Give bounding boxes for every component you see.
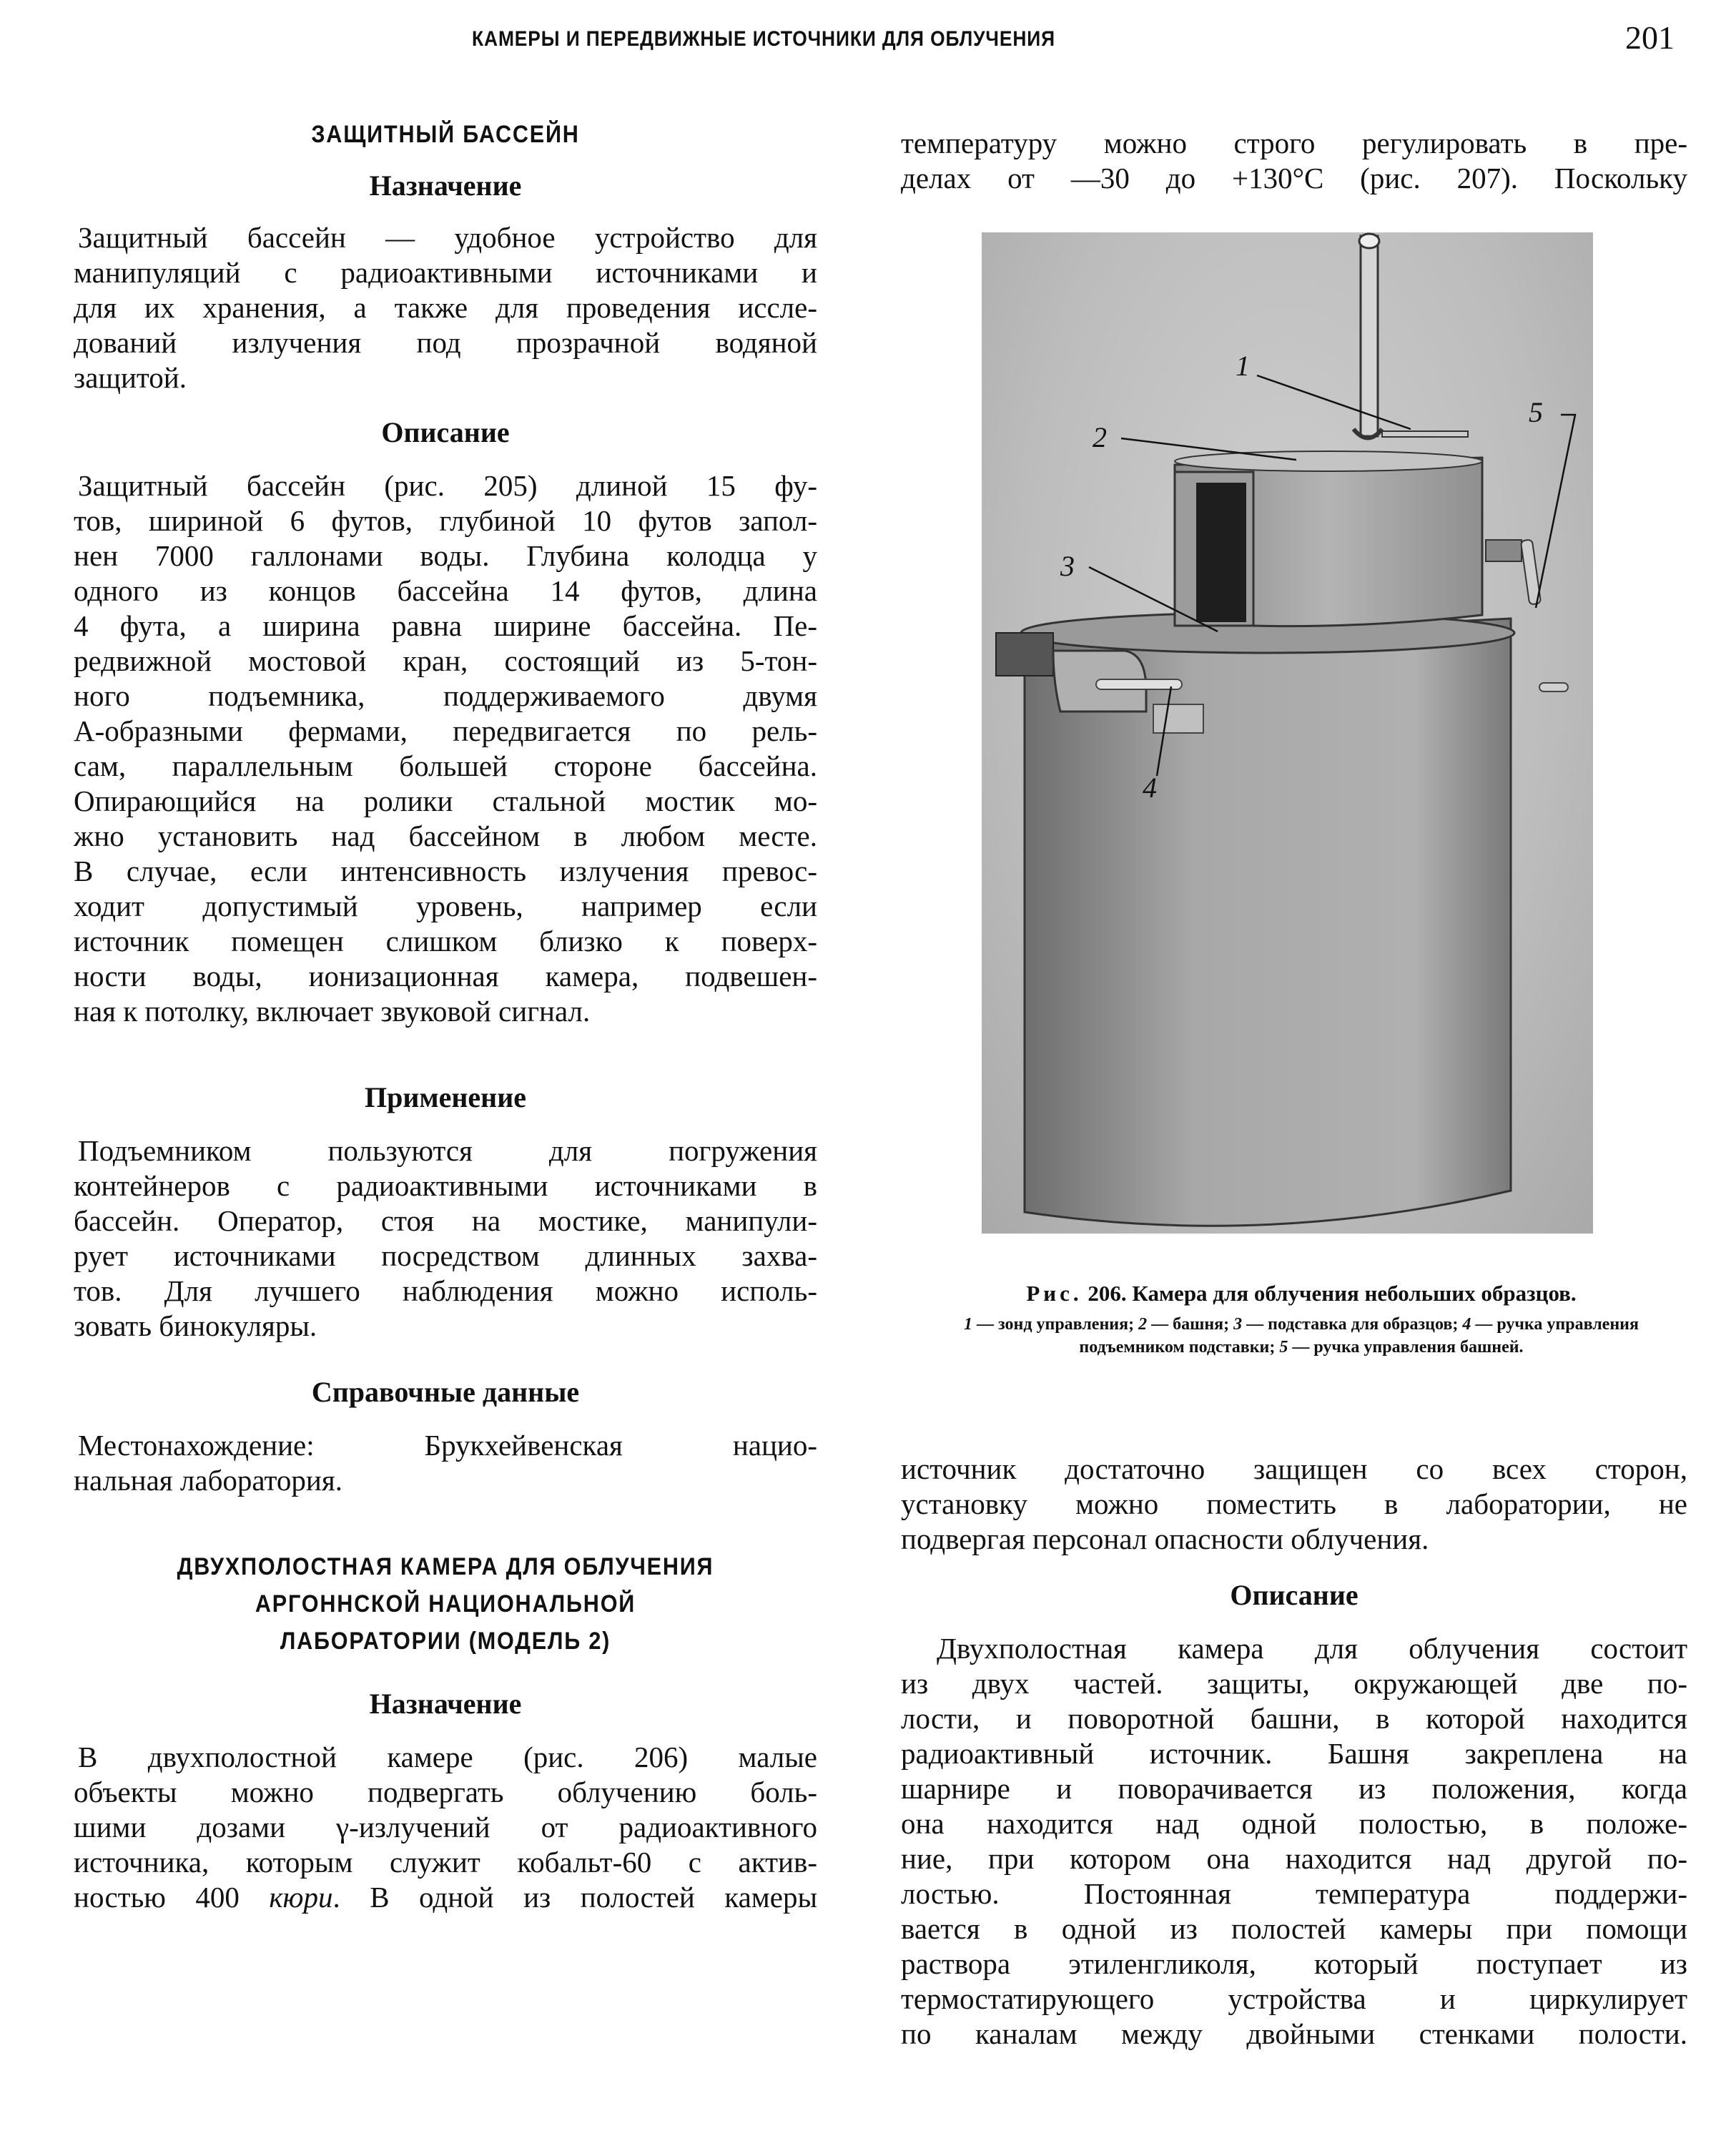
- text-line: Двухполостная камера для облучения состоит: [937, 1632, 1687, 1665]
- callout-2: 2: [1093, 421, 1107, 453]
- text-line: источника, которым служит кобальт-60 с актив-: [74, 1846, 817, 1879]
- text-line: вается в одной из полостей камеры при помощи: [901, 1912, 1687, 1945]
- legend-item: 4 — ручка управления подъемником подставки;: [1079, 1315, 1639, 1357]
- callout-5: 5: [1529, 396, 1543, 428]
- text-line: по каналам между двойными стенками полости.: [901, 2017, 1687, 2050]
- legend-item: 2 — башня;: [1138, 1315, 1230, 1334]
- text-line: нальная лаборатория.: [74, 1464, 342, 1497]
- text-line: подвергая персонал опасности облучения.: [901, 1522, 1429, 1555]
- caption-legend: [930, 1313, 1673, 1359]
- text-line: ная к потолку, включает звуковой сигнал.: [74, 995, 591, 1028]
- text-line: делах от —30 до +130°С (рис. 207). Поскольку: [901, 162, 1687, 195]
- text-line: шими дозами γ-излучений от радиоактивного: [74, 1811, 817, 1844]
- text-line: ходит допустимый уровень, например если: [74, 890, 817, 922]
- text-line: В двухполостной камере (рис. 206) малые: [78, 1741, 817, 1773]
- text-line: Защитный бассейн (рис. 205) длиной 15 фу-: [78, 469, 817, 502]
- text-line: ности воды, ионизационная камера, подвешен-: [74, 960, 817, 993]
- figure-caption: [930, 1280, 1673, 1359]
- callout-4: 4: [1143, 772, 1157, 804]
- text-line: Опирающийся на ролики стальной мостик мо-: [74, 784, 817, 817]
- paragraph-description: [74, 468, 817, 1029]
- text-line: тов, шириной 6 футов, глубиной 10 футов запол-: [74, 504, 817, 537]
- title-line: ЛАБОРАТОРИИ (МОДЕЛЬ 2): [280, 1628, 611, 1655]
- text-line: источник помещен слишком близко к поверх-: [74, 925, 817, 958]
- paragraph-after-figure: [901, 1452, 1687, 1557]
- text-line: установку можно поместить в лаборатории, не: [901, 1487, 1687, 1520]
- caption-text: 206. Камера для облучения небольших образцов.: [1088, 1281, 1577, 1306]
- text-line: бассейн. Оператор, стоя на мостике, манипули-: [74, 1204, 817, 1237]
- text-line: лостью. Постоянная температура поддержи-: [901, 1877, 1687, 1910]
- caption-title: [930, 1280, 1673, 1307]
- legend-item: 1 — зонд управления;: [964, 1315, 1135, 1334]
- title-line: ДВУХПОЛОСТНАЯ КАМЕРА ДЛЯ ОБЛУЧЕНИЯ: [177, 1553, 714, 1580]
- irradiation-chamber-illustration: [982, 232, 1593, 1234]
- text-line: редвижной мостовой кран, состоящий из 5-тон-: [74, 644, 817, 677]
- text-line: Подъемником пользуются для погружения: [78, 1134, 817, 1167]
- text-line: Местонахождение: Брукхейвенская нацио-: [78, 1429, 817, 1462]
- heading-reference: Справочные данные: [311, 1376, 580, 1408]
- caption-prefix: Рис.: [1026, 1281, 1083, 1306]
- text-line: шарнире и поворачивается из положения, когда: [901, 1772, 1687, 1805]
- running-head: КАМЕРЫ И ПЕРЕДВИЖНЫЕ ИСТОЧНИКИ ДЛЯ ОБЛУЧЕНИЯ: [472, 27, 1055, 51]
- text-line: для их хранения, а также для проведения иссле-: [74, 291, 817, 324]
- paragraph-description-2: [901, 1631, 1687, 2052]
- callout-1: 1: [1236, 350, 1250, 382]
- page-number: 201: [1625, 19, 1675, 56]
- text-line: В случае, если интенсивность излучения превос-: [74, 855, 817, 887]
- italic-unit-curie: кюри: [269, 1881, 333, 1914]
- paragraph-application: [74, 1133, 817, 1344]
- text-line: 4 фута, а ширина равна ширине бассейна. Пе-: [74, 609, 817, 642]
- legend-item: 3 — подставка для образцов;: [1233, 1315, 1459, 1334]
- right-column-bottom: [901, 1452, 1687, 2052]
- text-line: объекты можно подвергать облучению боль-: [74, 1776, 817, 1808]
- paragraph-purpose: [74, 220, 817, 395]
- paragraph-reference: [74, 1428, 817, 1498]
- text-line: рует источниками посредством длинных захва-: [74, 1239, 817, 1272]
- text-line: термостатирующего устройства и циркулирует: [901, 1982, 1687, 2015]
- text-run: ностью 400: [74, 1881, 270, 1914]
- text-line: А-образными фермами, передвигается по рель-: [74, 714, 817, 747]
- text-line: [74, 1880, 817, 1915]
- section-title-two-cavity-chamber: [74, 1548, 817, 1660]
- left-column: [74, 107, 817, 1915]
- text-line: сам, параллельным большей стороне бассейна.: [74, 749, 817, 782]
- text-line: ние, при котором она находится над другой по-: [901, 1842, 1687, 1875]
- text-line: тов. Для лучшего наблюдения можно исполь-: [74, 1274, 817, 1307]
- heading-description: Описание: [381, 416, 510, 448]
- heading-description-2: Описание: [1230, 1579, 1358, 1611]
- text-line: контейнеров с радиоактивными источниками в: [74, 1169, 817, 1202]
- section-title-shield-pool: ЗАЩИТНЫЙ БАССЕЙН: [311, 121, 580, 148]
- text-line: жно установить над бассейном в любом месте.: [74, 819, 817, 852]
- text-line: радиоактивный источник. Башня закреплена на: [901, 1737, 1687, 1770]
- heading-application: Применение: [364, 1081, 527, 1113]
- text-line: защитой.: [74, 361, 187, 394]
- text-line: нен 7000 галлонами воды. Глубина колодца у: [74, 539, 817, 572]
- text-line: манипуляций с радиоактивными источниками и: [74, 256, 817, 289]
- text-line: ного подъемника, поддерживаемого двумя: [74, 679, 817, 712]
- text-line: зовать бинокуляры.: [74, 1309, 317, 1342]
- paragraph-purpose-2: [74, 1740, 817, 1915]
- title-line: АРГОННСКОЙ НАЦИОНАЛЬНОЙ: [255, 1590, 636, 1618]
- right-column-top: [901, 126, 1687, 196]
- heading-purpose: Назначение: [369, 169, 522, 202]
- text-run: . В одной из полостей камеры: [332, 1881, 817, 1914]
- text-line: из двух частей. защиты, окружающей две по-: [901, 1667, 1687, 1700]
- heading-purpose-2: Назначение: [369, 1688, 522, 1720]
- callout-3: 3: [1060, 550, 1075, 582]
- legend-item: 5 — ручка управления башней.: [1279, 1338, 1524, 1357]
- text-line: она находится над одной полостью, в положе-: [901, 1807, 1687, 1840]
- text-line: лости, и поворотной башни, в которой находится: [901, 1702, 1687, 1735]
- text-line: температуру можно строго регулировать в пре-: [901, 127, 1687, 159]
- figure-206-photo: [982, 232, 1593, 1234]
- paragraph-continuation: [901, 126, 1687, 196]
- text-line: дований излучения под прозрачной водяной: [74, 326, 817, 359]
- text-line: раствора этиленгликоля, который поступает из: [901, 1947, 1687, 1980]
- text-line: одного из концов бассейна 14 футов, длина: [74, 574, 817, 607]
- text-line: Защитный бассейн — удобное устройство для: [78, 221, 817, 254]
- text-line: источник достаточно защищен со всех сторон,: [901, 1452, 1687, 1485]
